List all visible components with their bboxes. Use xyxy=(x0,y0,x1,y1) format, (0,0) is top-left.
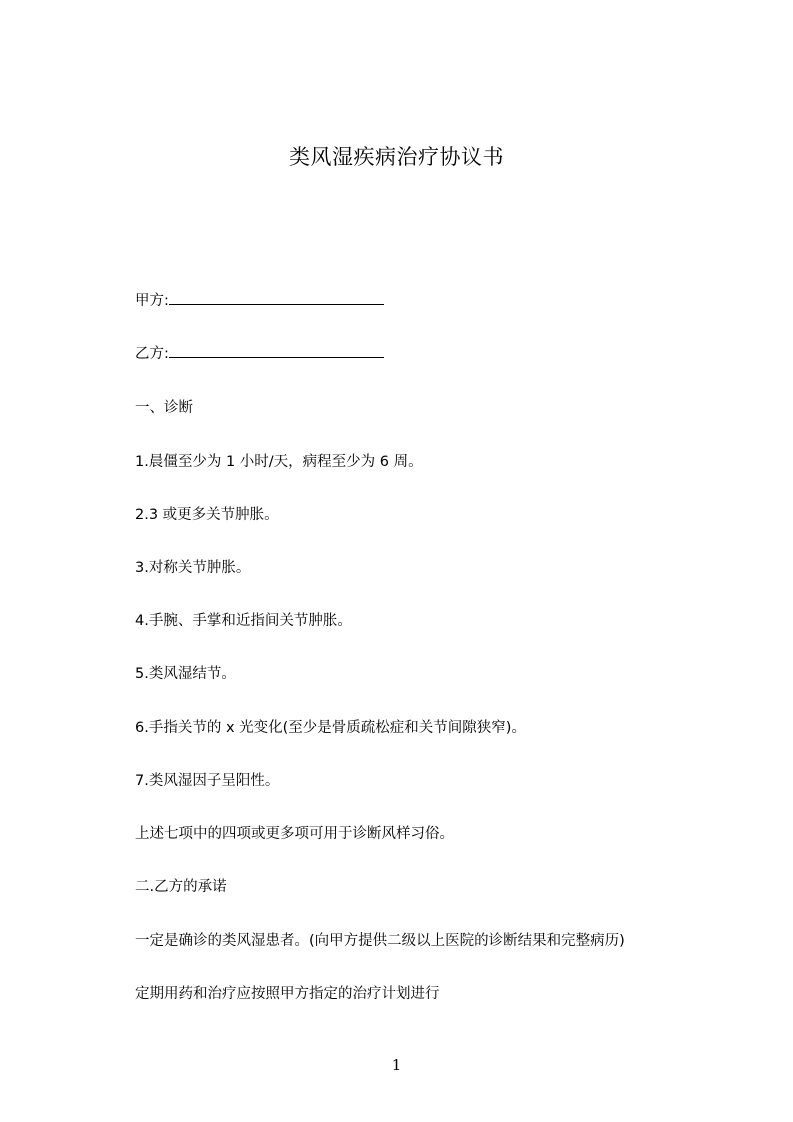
party-b-line xyxy=(135,343,384,364)
page-title: 类风湿疾病治疗协议书 xyxy=(289,145,504,169)
criterion-item: 5.类风湿结节。 xyxy=(135,666,236,682)
section-heading-diagnosis: 一、诊断 xyxy=(135,400,193,416)
commitment-item: 一定是确诊的类风湿患者。(向甲方提供二级以上医院的诊断结果和完整病历) xyxy=(135,933,625,949)
party-a-label: 甲方: xyxy=(135,293,169,309)
criterion-item: 6.手指关节的 x 光变化(至少是骨质疏松症和关节间隙狭窄)。 xyxy=(135,720,526,736)
criterion-item: 3.对称关节肿胀。 xyxy=(135,560,251,576)
party-a-line xyxy=(135,290,384,311)
party-a-blank xyxy=(169,290,384,305)
criteria-summary: 上述七项中的四项或更多项可用于诊断风样习俗。 xyxy=(135,826,454,842)
page-number: 1 xyxy=(391,1056,402,1074)
criterion-item: 4.手腕、手掌和近指间关节肿胀。 xyxy=(135,613,352,629)
criterion-item: 1.晨僵至少为 1 小时/天，病程至少为 6 周。 xyxy=(135,454,423,470)
section-heading-commitments: 二.乙方的承诺 xyxy=(135,879,227,895)
party-b-label: 乙方: xyxy=(135,346,169,362)
party-b-blank xyxy=(169,343,384,358)
commitment-item: 定期用药和治疗应按照甲方指定的治疗计划进行 xyxy=(135,986,440,1002)
criterion-item: 2.3 或更多关节肿胀。 xyxy=(135,507,279,523)
criterion-item: 7.类风湿因子呈阳性。 xyxy=(135,773,280,789)
